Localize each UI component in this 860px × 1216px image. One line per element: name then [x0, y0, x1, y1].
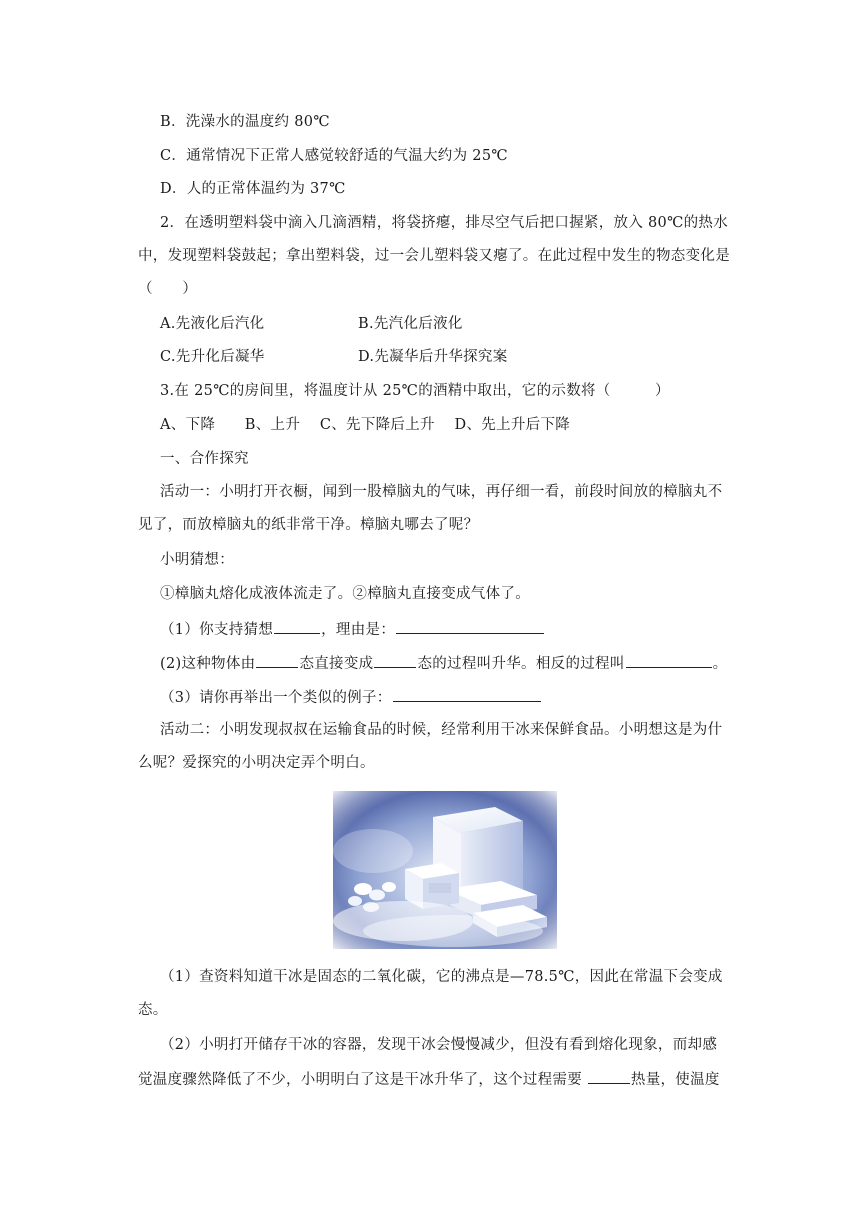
subquestion-3: [160, 686, 542, 708]
paragraph-1-line-2: 态。: [138, 1002, 168, 1018]
activity-2-line-1: 活动二：小明发现叔叔在运输食品的时候，经常利用干冰来保鲜食品。小明想这是为什: [160, 722, 723, 738]
guess-text: ①樟脑丸熔化成液体流走了。②樟脑丸直接变成气体了。: [160, 586, 530, 602]
answer-blank[interactable]: [588, 1068, 630, 1084]
answer-blank[interactable]: [626, 652, 712, 668]
answer-blank[interactable]: [274, 618, 320, 634]
option-c: C．通常情况下正常人感觉较舒适的气温大约为 25℃: [160, 148, 508, 164]
question-2-line-1: 2．在透明塑料袋中滴入几滴酒精，将袋挤瘪，排尽空气后把口握紧，放入 80℃的热水: [160, 215, 729, 231]
option-d: D．人的正常体温约为 37℃: [160, 181, 346, 197]
answer-blank[interactable]: [374, 652, 416, 668]
section-heading: 一、合作探究: [160, 451, 249, 467]
dry-ice-photo: [333, 791, 557, 949]
subquestion-2-part-3: 态的过程叫升华。相反的过程叫: [417, 656, 625, 672]
question-2-line-2: 中，发现塑料袋鼓起；拿出塑料袋，过一会儿塑料袋又瘪了。在此过程中发生的物态变化是: [138, 248, 730, 264]
subquestion-1: [160, 618, 545, 640]
question-2-option-a: A.先液化后汽化: [160, 316, 265, 332]
subquestion-2-part-1: (2)这种物体由: [160, 656, 256, 672]
answer-blank[interactable]: [393, 686, 541, 702]
question-2-line-3: （ ）: [138, 281, 198, 297]
activity-2-line-2: 么呢？爱探究的小明决定弄个明白。: [138, 755, 375, 771]
subquestion-2-part-2: 态直接变成: [299, 656, 374, 672]
question-2-option-b: B.先汽化后液化: [358, 316, 463, 332]
paragraph-2-line-1: （2）小明打开储存干冰的容器，发现干冰会慢慢减少，但没有看到熔化现象，而却感: [160, 1037, 718, 1053]
subquestion-2: [160, 652, 727, 674]
activity-1-line-2: 见了，而放樟脑丸的纸非常干净。樟脑丸哪去了呢？: [138, 517, 479, 533]
option-b: B．洗澡水的温度约 80℃: [160, 114, 330, 130]
paragraph-2-prefix: 觉温度骤然降低了不少，小明明白了这是干冰升华了，这个过程需要: [138, 1072, 587, 1088]
subquestion-1-prefix: （1）你支持猜想: [160, 622, 274, 638]
paragraph-1-line-1: （1）查资料知道干冰是固态的二氧化碳，它的沸点是—78.5℃，因此在常温下会变成: [160, 969, 723, 985]
answer-blank[interactable]: [256, 652, 298, 668]
activity-1-line-1: 活动一：小明打开衣橱，闻到一股樟脑丸的气味，再仔细一看，前段时间放的樟脑丸不: [160, 484, 723, 500]
subquestion-1-middle: ，理由是：: [321, 622, 396, 638]
subquestion-2-part-4: 。: [712, 656, 728, 672]
answer-blank[interactable]: [396, 618, 544, 634]
paragraph-2-suffix: 热量，使温度: [630, 1072, 720, 1088]
guess-title: 小明猜想：: [160, 552, 234, 568]
paragraph-2-line-2: [138, 1068, 720, 1090]
question-2-option-d: D.先凝华后升华探究案: [358, 349, 508, 365]
question-2-option-c: C.先升化后凝华: [160, 349, 265, 365]
question-3: 3.在 25℃的房间里，将温度计从 25℃的酒精中取出，它的示数将（ ）: [160, 383, 670, 399]
question-3-options: A、下降 B、上升 C、先下降后上升 D、先上升后下降: [160, 417, 571, 433]
subquestion-3-prefix: （3）请你再举出一个类似的例子：: [160, 690, 392, 706]
